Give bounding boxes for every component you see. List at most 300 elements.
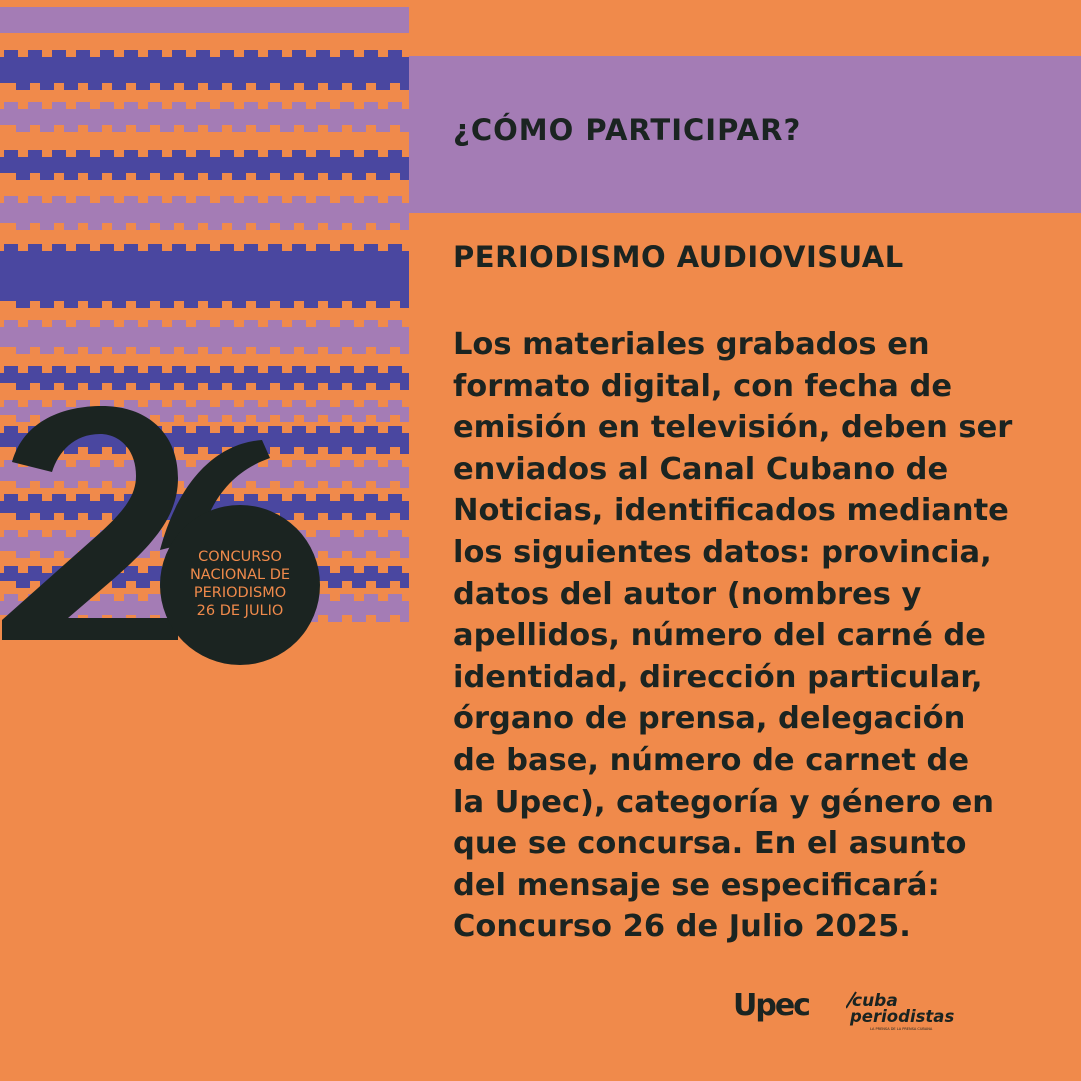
pattern-block	[232, 172, 246, 180]
pattern-block	[220, 244, 234, 252]
pattern-block	[76, 102, 90, 110]
pattern-block	[0, 327, 409, 347]
pattern-block	[280, 172, 294, 180]
pattern-block	[352, 480, 366, 488]
body-line: del mensaje se especificará:	[453, 867, 940, 903]
pattern-block	[268, 244, 282, 252]
pattern-block	[400, 414, 409, 422]
pattern-block	[364, 244, 378, 252]
pattern-block	[352, 414, 366, 422]
pattern-block	[208, 124, 222, 132]
body-line: la Upec), categoría y género en	[453, 784, 995, 820]
pattern-block	[40, 346, 54, 354]
pattern-block	[304, 346, 318, 354]
pattern-block	[352, 124, 366, 132]
pattern-block	[0, 157, 409, 173]
pattern-block	[352, 580, 366, 588]
pattern-block	[160, 300, 174, 308]
pattern-block	[244, 150, 258, 158]
pattern-block	[28, 366, 42, 374]
pattern-block	[88, 346, 102, 354]
pattern-block	[220, 320, 234, 328]
pattern-block	[208, 82, 222, 90]
pattern-block	[268, 102, 282, 110]
pattern-block	[220, 366, 234, 374]
pattern-block	[4, 50, 18, 58]
pattern-block	[124, 150, 138, 158]
pattern-block	[160, 382, 174, 390]
pattern-block	[172, 366, 186, 374]
pattern-block	[388, 150, 402, 158]
pattern-block	[400, 580, 409, 588]
pattern-block	[124, 244, 138, 252]
pattern-block	[196, 150, 210, 158]
pattern-block	[232, 346, 246, 354]
pattern-block	[112, 222, 126, 230]
pattern-block	[388, 244, 402, 252]
pattern-block	[376, 550, 390, 558]
pattern-block	[100, 50, 114, 58]
pattern-block	[208, 300, 222, 308]
pattern-block	[52, 150, 66, 158]
pattern-block	[340, 50, 354, 58]
pattern-block	[376, 414, 390, 422]
pattern-block	[76, 50, 90, 58]
pattern-block	[52, 102, 66, 110]
upec-logo: Upec	[733, 988, 809, 1023]
pattern-block	[376, 346, 390, 354]
pattern-block	[316, 244, 330, 252]
pattern-block	[376, 580, 390, 588]
pattern-block	[28, 196, 42, 204]
pattern-block	[40, 172, 54, 180]
pattern-block	[52, 50, 66, 58]
logo-tagline: LA PRENSA DE LA PRENSA CUBANA	[870, 1027, 933, 1031]
pattern-block	[64, 346, 78, 354]
pattern-block	[184, 222, 198, 230]
pattern-block	[376, 512, 390, 520]
pattern-block	[292, 102, 306, 110]
pattern-block	[280, 382, 294, 390]
pattern-block	[16, 382, 30, 390]
pattern-block	[136, 172, 150, 180]
pattern-block	[52, 196, 66, 204]
pattern-block	[304, 124, 318, 132]
pattern-block	[376, 82, 390, 90]
pattern-block	[388, 196, 402, 204]
pattern-block	[148, 196, 162, 204]
pattern-block	[148, 244, 162, 252]
pattern-block	[364, 460, 378, 468]
pattern-block	[76, 196, 90, 204]
pattern-block	[388, 426, 402, 434]
pattern-block	[376, 614, 390, 622]
pattern-block	[304, 82, 318, 90]
pattern-block	[340, 400, 354, 408]
pattern-block	[88, 382, 102, 390]
pattern-block	[352, 512, 366, 520]
pattern-block	[364, 196, 378, 204]
pattern-block	[244, 50, 258, 58]
pattern-block	[304, 222, 318, 230]
pattern-block	[4, 366, 18, 374]
pattern-block	[256, 172, 270, 180]
pattern-block	[244, 244, 258, 252]
pattern-block	[160, 222, 174, 230]
pattern-block	[268, 366, 282, 374]
pattern-block	[364, 366, 378, 374]
pattern-block	[304, 382, 318, 390]
pattern-block	[100, 196, 114, 204]
pattern-block	[304, 300, 318, 308]
pattern-block	[292, 320, 306, 328]
pattern-block	[184, 346, 198, 354]
pattern-block	[328, 382, 342, 390]
pattern-block	[256, 382, 270, 390]
pattern-block	[376, 446, 390, 454]
pattern-block	[376, 382, 390, 390]
pattern-block	[112, 124, 126, 132]
pattern-block	[340, 530, 354, 538]
pattern-block	[400, 82, 409, 90]
body-line: Noticias, identificados mediante	[453, 493, 1009, 529]
pattern-block	[64, 382, 78, 390]
pattern-block	[52, 244, 66, 252]
pattern-block	[400, 550, 409, 558]
pattern-block	[340, 244, 354, 252]
pattern-block	[340, 426, 354, 434]
pattern-block	[0, 203, 409, 223]
pattern-block	[160, 124, 174, 132]
body-line: apellidos, número del carné de	[453, 618, 986, 654]
pattern-block	[268, 196, 282, 204]
pattern-block	[88, 222, 102, 230]
pattern-block	[28, 150, 42, 158]
pattern-block	[352, 550, 366, 558]
body-line: datos del autor (nombres y	[453, 576, 922, 612]
pattern-block	[328, 172, 342, 180]
pattern-block	[232, 82, 246, 90]
pattern-block	[400, 512, 409, 520]
pattern-block	[328, 300, 342, 308]
pattern-block	[40, 300, 54, 308]
pattern-block	[244, 320, 258, 328]
pattern-block	[316, 150, 330, 158]
pattern-block	[388, 366, 402, 374]
pattern-block	[328, 222, 342, 230]
pattern-block	[148, 102, 162, 110]
pattern-block	[40, 82, 54, 90]
pattern-block	[256, 222, 270, 230]
pattern-block	[196, 320, 210, 328]
pattern-block	[40, 124, 54, 132]
pattern-block	[352, 82, 366, 90]
pattern-block	[172, 50, 186, 58]
pattern-block	[256, 82, 270, 90]
pattern-block	[352, 346, 366, 354]
pattern-block	[232, 300, 246, 308]
pattern-block	[148, 150, 162, 158]
pattern-block	[76, 366, 90, 374]
pattern-block	[4, 320, 18, 328]
pattern-block	[316, 366, 330, 374]
pattern-block	[256, 300, 270, 308]
pattern-block	[172, 320, 186, 328]
pattern-block	[388, 494, 402, 502]
emblem-line-1: CONCURSO	[198, 549, 282, 565]
pattern-block	[316, 196, 330, 204]
pattern-block	[28, 50, 42, 58]
pattern-block	[388, 400, 402, 408]
pattern-block	[268, 150, 282, 158]
pattern-block	[364, 530, 378, 538]
pattern-block	[0, 7, 409, 33]
pattern-block	[388, 320, 402, 328]
pattern-block	[112, 346, 126, 354]
pattern-block	[364, 494, 378, 502]
pattern-block	[280, 124, 294, 132]
pattern-block	[340, 320, 354, 328]
pattern-block	[280, 300, 294, 308]
pattern-block	[328, 124, 342, 132]
pattern-block	[64, 222, 78, 230]
pattern-block	[196, 102, 210, 110]
concurso-26-emblem	[0, 400, 340, 670]
pattern-block	[124, 366, 138, 374]
pattern-block	[268, 50, 282, 58]
body-line: emisión en televisión, deben ser	[453, 410, 1013, 446]
body-line: formato digital, con fecha de	[453, 368, 953, 404]
pattern-block	[64, 82, 78, 90]
pattern-block	[40, 222, 54, 230]
numeral-two	[2, 406, 178, 640]
pattern-block	[352, 382, 366, 390]
pattern-block	[208, 346, 222, 354]
pattern-block	[124, 320, 138, 328]
pattern-block	[100, 320, 114, 328]
pattern-block	[0, 57, 409, 83]
pattern-block	[184, 382, 198, 390]
pattern-block	[400, 300, 409, 308]
pattern-block	[292, 244, 306, 252]
pattern-block	[64, 124, 78, 132]
pattern-block	[100, 366, 114, 374]
emblem-line-3: PERIODISMO	[193, 585, 287, 601]
pattern-block	[340, 150, 354, 158]
pattern-block	[136, 346, 150, 354]
pattern-block	[376, 300, 390, 308]
pattern-block	[376, 124, 390, 132]
pattern-block	[340, 196, 354, 204]
pattern-block	[124, 50, 138, 58]
pattern-block	[388, 566, 402, 574]
pattern-block	[388, 102, 402, 110]
pattern-block	[64, 300, 78, 308]
pattern-block	[400, 346, 409, 354]
pattern-block	[100, 102, 114, 110]
body-line: Concurso 26 de Julio 2025.	[453, 909, 911, 945]
pattern-block	[244, 196, 258, 204]
pattern-block	[364, 102, 378, 110]
pattern-block	[100, 150, 114, 158]
pattern-block	[244, 102, 258, 110]
pattern-block	[316, 102, 330, 110]
pattern-block	[220, 102, 234, 110]
pattern-block	[112, 82, 126, 90]
pattern-block	[316, 50, 330, 58]
pattern-block	[136, 82, 150, 90]
pattern-block	[88, 300, 102, 308]
pattern-block	[400, 124, 409, 132]
pattern-block	[148, 50, 162, 58]
participation-instructions	[453, 324, 1013, 948]
pattern-block	[184, 124, 198, 132]
pattern-block	[376, 480, 390, 488]
pattern-block	[352, 300, 366, 308]
pattern-block	[232, 382, 246, 390]
pattern-block	[364, 426, 378, 434]
pattern-block	[148, 366, 162, 374]
pattern-block	[400, 382, 409, 390]
pattern-block	[232, 222, 246, 230]
pattern-block	[316, 320, 330, 328]
pattern-block	[208, 382, 222, 390]
logo-line-2: periodistas	[850, 1007, 955, 1026]
pattern-block	[388, 50, 402, 58]
pattern-block	[340, 102, 354, 110]
pattern-block	[364, 400, 378, 408]
pattern-block	[340, 594, 354, 602]
body-line: identidad, dirección particular,	[453, 659, 983, 695]
pattern-block	[76, 320, 90, 328]
pattern-block	[196, 366, 210, 374]
pattern-block	[88, 124, 102, 132]
cubaperiodistas-logo	[846, 990, 986, 1032]
pattern-block	[64, 172, 78, 180]
pattern-block	[136, 300, 150, 308]
pattern-block	[160, 346, 174, 354]
pattern-block	[136, 124, 150, 132]
pattern-block	[388, 460, 402, 468]
pattern-block	[184, 82, 198, 90]
pattern-block	[100, 244, 114, 252]
pattern-block	[400, 480, 409, 488]
pattern-block	[112, 382, 126, 390]
pattern-block	[16, 346, 30, 354]
pattern-block	[232, 124, 246, 132]
pattern-block	[400, 446, 409, 454]
pattern-block	[340, 460, 354, 468]
pattern-block	[340, 566, 354, 574]
pattern-block	[256, 346, 270, 354]
pattern-block	[0, 109, 409, 125]
pattern-block	[16, 172, 30, 180]
pattern-block	[88, 82, 102, 90]
pattern-block	[292, 50, 306, 58]
pattern-block	[400, 172, 409, 180]
pattern-block	[376, 172, 390, 180]
pattern-block	[364, 566, 378, 574]
pattern-block	[364, 150, 378, 158]
pattern-block	[196, 244, 210, 252]
pattern-block	[136, 382, 150, 390]
pattern-block	[244, 366, 258, 374]
pattern-block	[292, 366, 306, 374]
pattern-block	[172, 196, 186, 204]
pattern-block	[184, 300, 198, 308]
pattern-block	[28, 320, 42, 328]
pattern-block	[76, 150, 90, 158]
pattern-block	[4, 244, 18, 252]
pattern-block	[220, 50, 234, 58]
body-line: Los materiales grabados en	[453, 327, 930, 362]
pattern-block	[88, 172, 102, 180]
pattern-block	[184, 172, 198, 180]
pattern-block	[400, 222, 409, 230]
pattern-block	[352, 614, 366, 622]
pattern-block	[280, 222, 294, 230]
pattern-block	[0, 373, 409, 383]
pattern-block	[208, 222, 222, 230]
pattern-block	[136, 222, 150, 230]
pattern-block	[124, 196, 138, 204]
pattern-block	[172, 102, 186, 110]
pattern-block	[172, 150, 186, 158]
pattern-block	[220, 196, 234, 204]
pattern-block	[280, 82, 294, 90]
pattern-block	[364, 594, 378, 602]
body-line: que se concursa. En el asunto	[453, 826, 967, 862]
pattern-block	[4, 150, 18, 158]
pattern-block	[112, 300, 126, 308]
pattern-block	[388, 530, 402, 538]
pattern-block	[16, 124, 30, 132]
pattern-block	[16, 300, 30, 308]
pattern-block	[4, 102, 18, 110]
pattern-block	[4, 196, 18, 204]
body-line: enviados al Canal Cubano de	[453, 451, 949, 487]
pattern-block	[292, 150, 306, 158]
pattern-block	[304, 172, 318, 180]
pattern-block	[196, 50, 210, 58]
pattern-block	[352, 222, 366, 230]
pattern-block	[340, 494, 354, 502]
pattern-block	[352, 446, 366, 454]
body-line: los siguientes datos: provincia,	[453, 534, 992, 570]
pattern-block	[196, 196, 210, 204]
page-title: ¿CÓMO PARTICIPAR?	[453, 113, 802, 147]
pattern-block	[268, 320, 282, 328]
pattern-block	[40, 382, 54, 390]
pattern-block	[208, 172, 222, 180]
emblem-line-4: 26 DE JULIO	[196, 603, 284, 619]
pattern-block	[400, 614, 409, 622]
pattern-block	[52, 320, 66, 328]
pattern-block	[124, 102, 138, 110]
pattern-block	[364, 320, 378, 328]
pattern-block	[28, 244, 42, 252]
body-line: órgano de prensa, delegación	[453, 701, 966, 737]
pattern-block	[16, 82, 30, 90]
pattern-block	[328, 346, 342, 354]
pattern-block	[52, 366, 66, 374]
pattern-block	[172, 244, 186, 252]
pattern-block	[28, 102, 42, 110]
pattern-block	[280, 346, 294, 354]
pattern-block	[328, 82, 342, 90]
pattern-block	[220, 150, 234, 158]
section-title: PERIODISMO AUDIOVISUAL	[453, 240, 904, 274]
